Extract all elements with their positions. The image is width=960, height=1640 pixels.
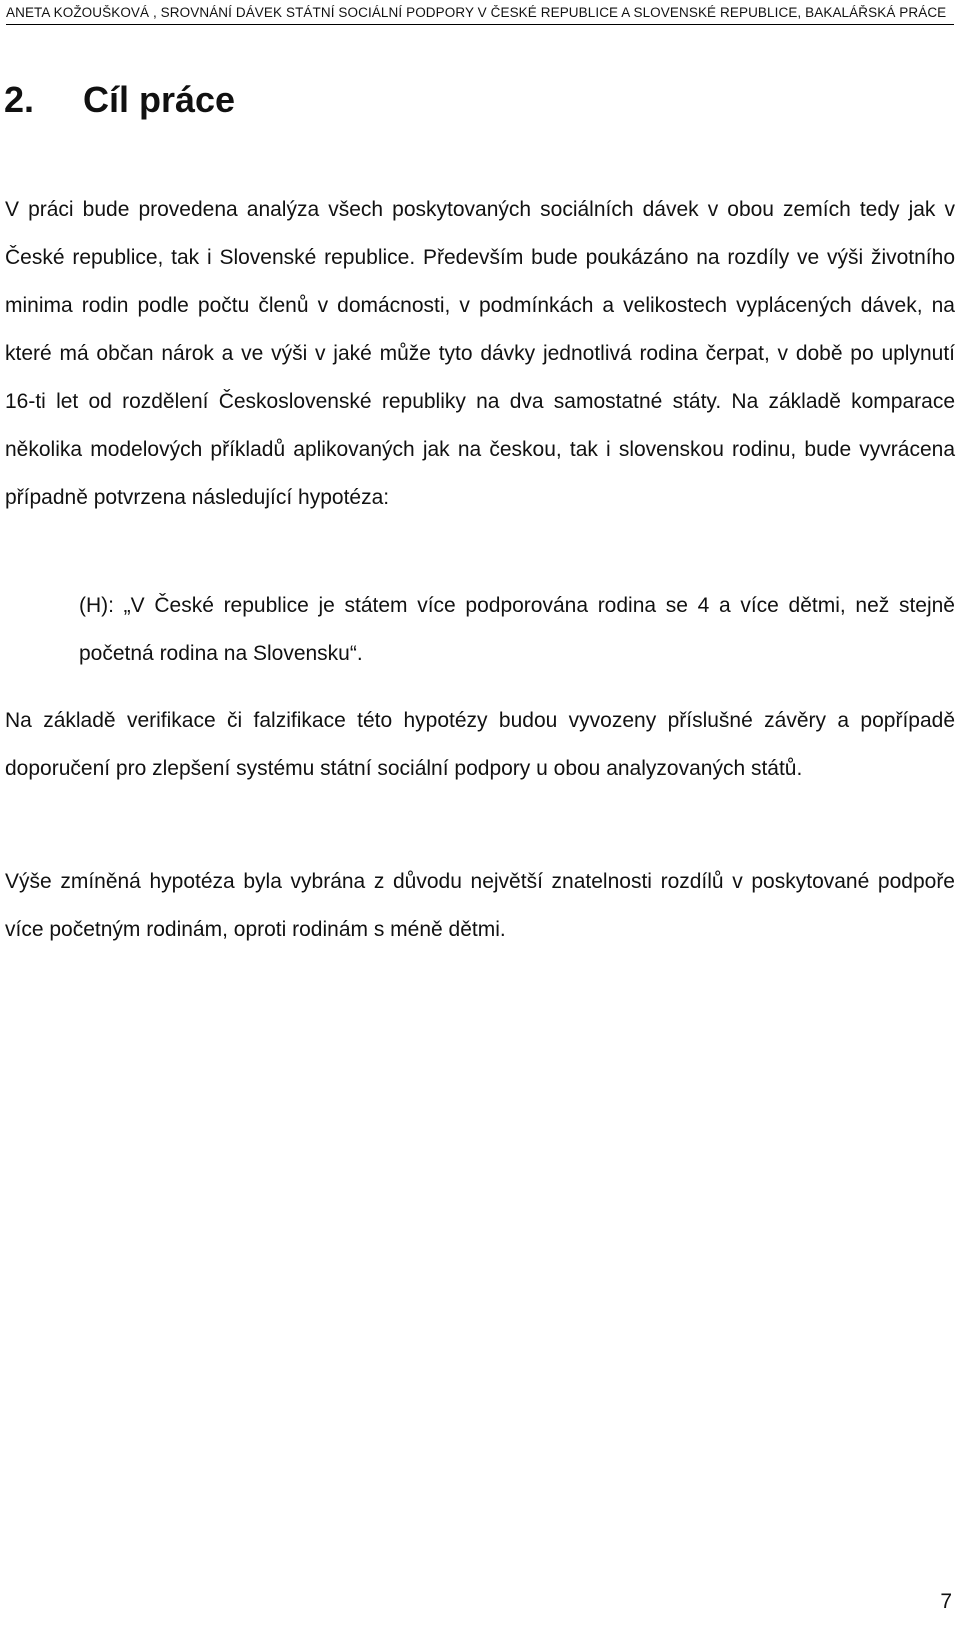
chapter-title: Cíl práce bbox=[83, 79, 236, 120]
page-number: 7 bbox=[940, 1590, 952, 1613]
chapter-heading bbox=[4, 79, 236, 120]
running-header: ANETA KOŽOUŠKOVÁ , SROVNÁNÍ DÁVEK STÁTNÍ SOCIÁLNÍ PODPORY V ČESKÉ REPUBLICE A SLOVENSKÉ REPUBLICE, BAKALÁŘSKÁ PRÁCE bbox=[6, 5, 954, 25]
chapter-number: 2. bbox=[4, 79, 35, 120]
intro-paragraph: V práci bude provedena analýza všech poskytovaných sociálních dávek v obou zemích tedy jak v České republice, tak i Slovenské republice. Především bude poukázáno na rozdíly ve výši životního minima rodin podle počtu členů v domácnosti, v podmínkách a velikostech vyplácených dávek, na které má občan nárok a ve výši v jaké může tyto dávky jednotlivá rodina čerpat, v době po uplynutí 16-ti let od rozdělení Československé republiky na dva samostatné státy. Na základě komparace několika modelových příkladů aplikovaných jak na českou, tak i slovenskou rodinu, bude vyvrácena případně potvrzena následující hypotéza: bbox=[5, 198, 955, 509]
verification-paragraph: Na základě verifikace či falzifikace této hypotézy budou vyvozeny příslušné závěry a popřípadě doporučení pro zlepšení systému státní sociální podpory u obou analyzovaných států. bbox=[5, 709, 955, 780]
hypothesis-paragraph: (H): „V České republice je státem více podporována rodina se 4 a více dětmi, než stejně početná rodina na Slovensku“. bbox=[79, 594, 955, 665]
reason-paragraph: Výše zmíněná hypotéza byla vybrána z důvodu největší znatelnosti rozdílů v poskytované podpoře více početným rodinám, oproti rodinám s méně dětmi. bbox=[5, 870, 955, 941]
